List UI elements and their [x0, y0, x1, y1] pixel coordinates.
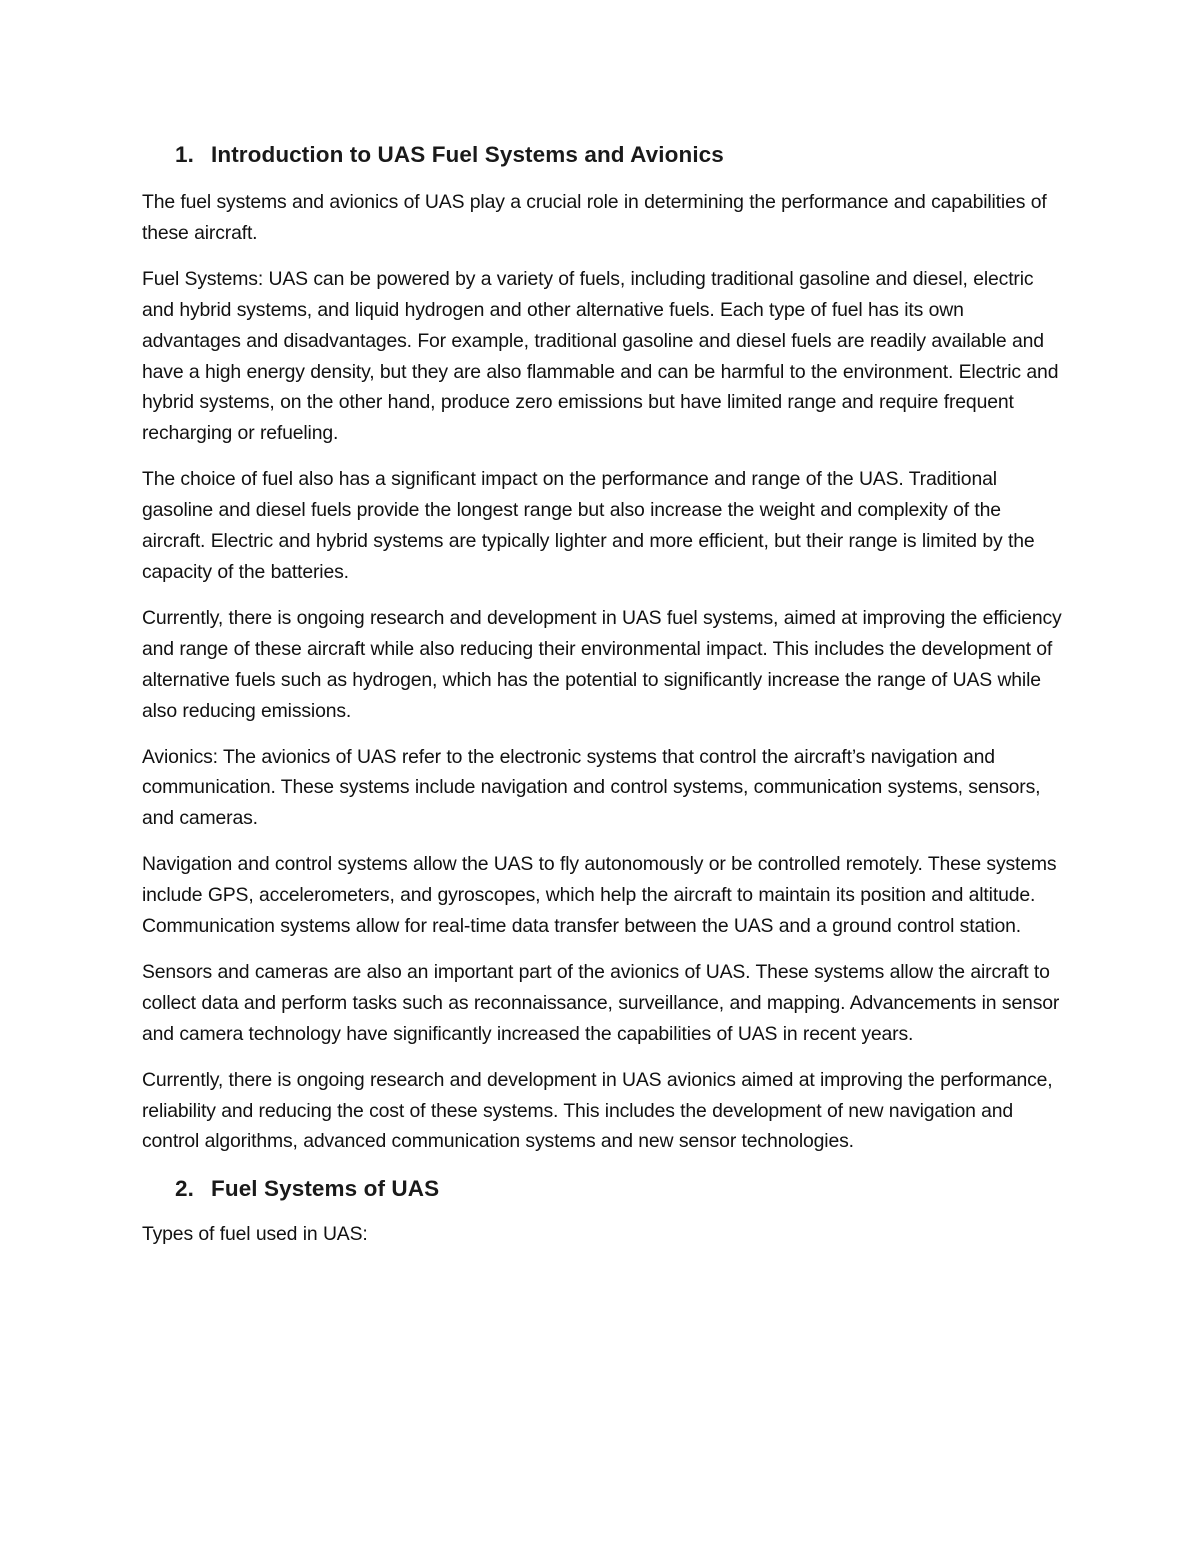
document-body	[142, 142, 1062, 1265]
section-1-heading	[142, 142, 1062, 168]
section-title: Fuel Systems of UAS	[211, 1176, 440, 1202]
paragraph: Fuel Systems: UAS can be powered by a variety of fuels, including traditional gasoline and diesel, electric and hybrid systems, and liquid hydrogen and other alternative fuels. Each type of fuel has its own advantages and disadvantages. For example, traditional gasoline and diesel fuels are readily available and have a high energy density, but they are also flammable and can be harmful to the environment. Electric and hybrid systems, on the other hand, produce zero emissions but have limited range and require frequent recharging or refueling.	[142, 267, 1059, 445]
paragraph: Currently, there is ongoing research and development in UAS avionics aimed at improving the performance, reliability and reducing the cost of these systems. This includes the development of new navigation and control algorithms, advanced communication systems and new sensor technologies.	[142, 1068, 1053, 1153]
paragraph: Avionics: The avionics of UAS refer to the electronic systems that control the aircraft’s navigation and communication. These systems include navigation and control systems, communication systems, sensors, and cameras.	[142, 745, 1041, 830]
paragraph: Sensors and cameras are also an important part of the avionics of UAS. These systems allow the aircraft to collect data and perform tasks such as reconnaissance, surveillance, and mapping. Advancements in sensor and camera technology have significantly increased the capabilities of UAS in recent years.	[142, 960, 1060, 1045]
section-number: 1.	[175, 142, 194, 167]
paragraph: Types of fuel used in UAS:	[142, 1223, 368, 1246]
section-2-heading	[142, 1176, 1062, 1202]
paragraph: The choice of fuel also has a significant impact on the performance and range of the UAS. Traditional gasoline and diesel fuels provide the longest range but also increase the weight and complexity of the aircraft. Electric and hybrid systems are typically lighter and more efficient, but their range is limited by the capacity of the batteries.	[142, 468, 1035, 583]
paragraph: Navigation and control systems allow the UAS to fly autonomously or be controlled remotely. These systems include GPS, accelerometers, and gyroscopes, which help the aircraft to maintain its position and altitude. Communication systems allow for real-time data transfer between the UAS and a ground control station.	[142, 853, 1057, 938]
section-number: 2.	[175, 1176, 194, 1202]
paragraph: The fuel systems and avionics of UAS play a crucial role in determining the performance and capabilities of these aircraft.	[142, 191, 1047, 244]
section-title: Introduction to UAS Fuel Systems and Avionics	[211, 142, 724, 167]
paragraph: Currently, there is ongoing research and development in UAS fuel systems, aimed at improving the efficiency and range of these aircraft while also reducing their environmental impact. This includes the development of alternative fuels such as hydrogen, which has the potential to significantly increase the range of UAS while also reducing emissions.	[142, 606, 1062, 722]
